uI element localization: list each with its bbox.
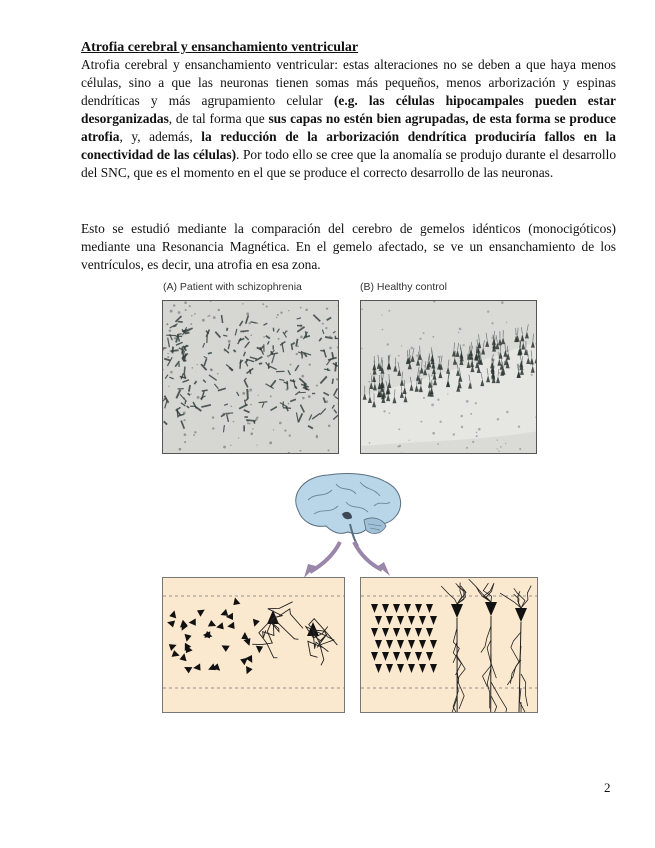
paragraph-twins-study: Esto se estudió mediante la comparación del cerebro de gemelos idénticos (monocigóticos) mediante una Resonancia Magnética. En el gemelo afectado, se ve un ensanchamiento de los ventrículos, es decir, una atrofia en esa zona. bbox=[81, 221, 616, 272]
micrograph-control bbox=[360, 300, 537, 454]
paragraph1-text-2: , de tal forma que bbox=[168, 111, 269, 126]
paragraph-atrophy bbox=[81, 56, 616, 182]
paragraph1-bold-2: sus capas no estén bien agrupadas, de esta forma se produce atrofia bbox=[81, 111, 616, 144]
micrograph-patient bbox=[162, 300, 339, 454]
figure-label-control: (B) Healthy control bbox=[360, 281, 447, 293]
schematic-patient bbox=[162, 577, 345, 713]
paragraph1-text-3: , y, además, bbox=[119, 129, 202, 144]
paragraph1-bold-1: (e.g. las células hipocampales pueden estar desorganizadas bbox=[81, 93, 616, 126]
figure-label-patient: (A) Patient with schizophrenia bbox=[163, 281, 302, 293]
paragraph1-text-1: Atrofia cerebral y ensanchamiento ventricular: estas alteraciones no se deben a que haya menos células, sino a que las neuronas tienen somas más pequeños, menos arborización y espinas dendríticas y más agrupamiento celular bbox=[81, 57, 616, 108]
schematic-control bbox=[360, 577, 538, 713]
page-number: 2 bbox=[604, 780, 611, 795]
paragraph1-bold-3: la reducción de la arborización dendrítica produciría fallos en la conectividad de las células) bbox=[81, 129, 616, 162]
paragraph1-text-4: . Por todo ello se cree que la anomalía se produjo durante el desarrollo del SNC, que es el momento en el que se produce el correcto desarrollo de las neuronas. bbox=[81, 147, 617, 180]
section-heading: Atrofia cerebral y ensanchamiento ventricular bbox=[81, 40, 359, 55]
